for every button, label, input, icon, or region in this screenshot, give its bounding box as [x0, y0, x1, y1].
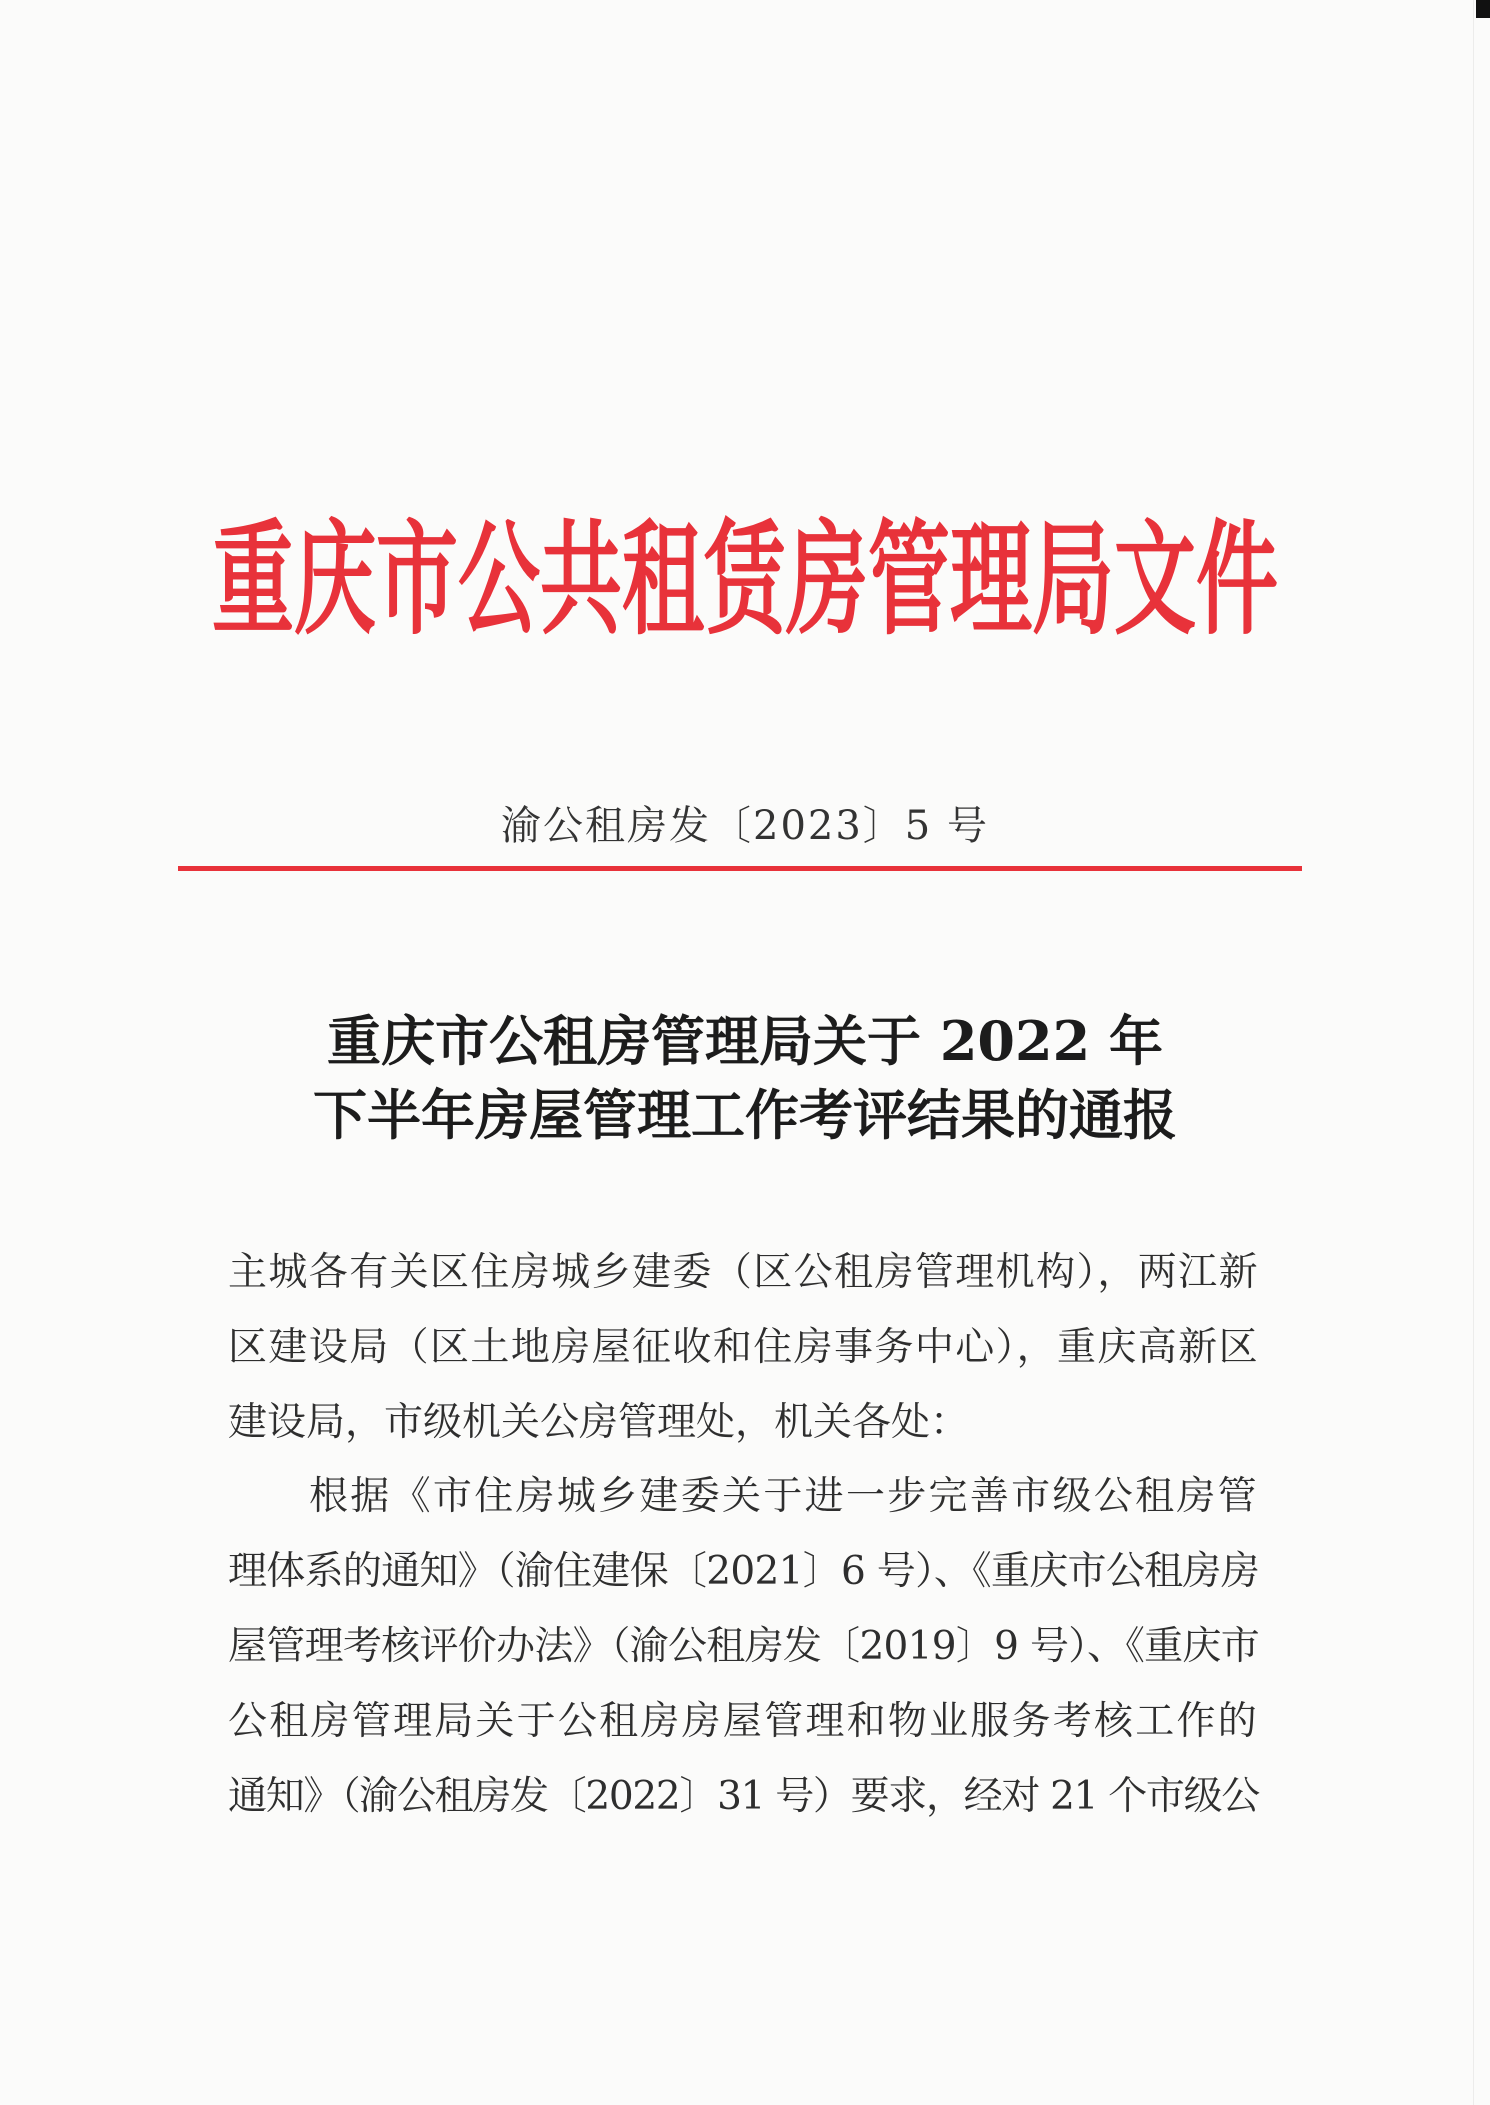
document-body: [228, 1236, 1259, 1834]
body-line-text: 屋管理考核评价办法》（渝公租房发〔2019〕9 号）、《重庆市: [228, 1623, 1259, 1669]
body-line: [228, 1311, 1259, 1386]
body-line-text: 通知》（渝公租房发〔2022〕31 号）要求，经对 21 个市级公: [228, 1773, 1259, 1819]
body-line: [228, 1610, 1259, 1685]
body-line-text: 理体系的通知》（渝住建保〔2021〕6 号）、《重庆市公租房房: [228, 1549, 1259, 1595]
body-line: [228, 1535, 1259, 1610]
issuing-authority-header: [0, 509, 1490, 652]
body-line-text: 公租房管理局关于公租房房屋管理和物业服务考核工作的: [228, 1698, 1259, 1744]
body-line: [228, 1760, 1259, 1835]
body-line-text: 区建设局（区土地房屋征收和住房事务中心），重庆高新区: [228, 1324, 1259, 1370]
red-separator-line: [178, 866, 1302, 871]
body-line-text: 建设局，市级机关公房管理处，机关各处：: [228, 1399, 970, 1445]
document-number: 渝公租房发〔2023〕5 号: [501, 803, 989, 849]
issuing-authority-title: 重庆市公共租赁房管理局文件: [211, 509, 1278, 652]
body-line-text: 根据《市住房城乡建委关于进一步完善市级公租房管: [309, 1474, 1259, 1520]
body-line: [228, 1685, 1259, 1760]
body-line-text: 主城各有关区住房城乡建委（区公租房管理机构），两江新: [228, 1250, 1259, 1295]
body-line: [228, 1460, 1259, 1535]
document-title-line-1: 重庆市公租房管理局关于 2022 年: [327, 1009, 1163, 1073]
document-title-line-2: 下半年房屋管理工作考评结果的通报: [313, 1083, 1177, 1147]
scan-corner-mark: [1476, 0, 1490, 18]
body-line: [228, 1236, 1259, 1311]
body-line: [228, 1386, 1259, 1461]
